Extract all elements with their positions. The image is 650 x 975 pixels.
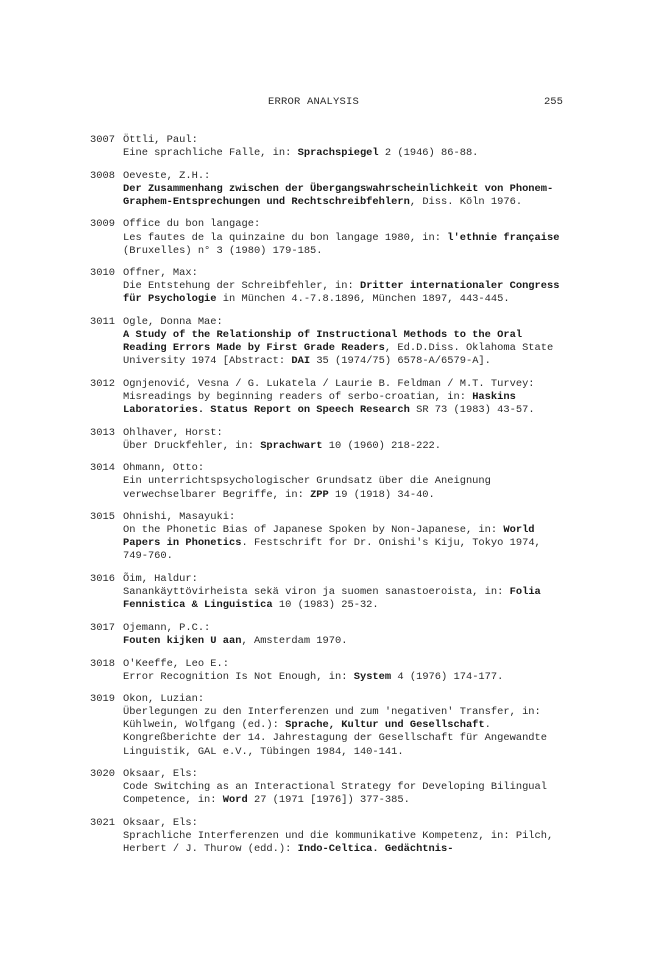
entry-number: 3019: [90, 693, 115, 706]
citation-text: Über Druckfehler, in:: [123, 439, 261, 452]
bibliography-entry: [90, 622, 570, 648]
entry-author: Oksaar, Els:: [123, 768, 198, 781]
entry-citation: [123, 524, 570, 563]
entry-author: Oeveste, Z.H.:: [123, 169, 211, 182]
citation-title-bold: World Papers in Phonetics: [123, 524, 541, 550]
citation-text: . Kongreßberichte der 14. Jahrestagung der Gesellschaft für Angewandte Linguistik, GAL e.V., Tübingen 1984, 140-141.: [123, 719, 554, 758]
bibliography-entry: [90, 378, 570, 417]
citation-title-bold: Sprachwart: [260, 439, 323, 452]
entry-citation: [123, 475, 570, 501]
citation-text: Misreadings by beginning readers of serbo-croatian, in:: [123, 391, 473, 403]
entry-number: 3011: [90, 316, 115, 329]
entry-body: [123, 573, 570, 612]
bibliography-entry: [90, 693, 570, 758]
entry-number: 3018: [90, 657, 115, 670]
citation-title-bold: DAI: [291, 355, 311, 368]
citation-title-bold: Fouten kijken U aan: [123, 634, 242, 647]
entry-author: Ojemann, P.C.:: [123, 621, 211, 634]
citation-text: , Amsterdam 1970.: [241, 634, 348, 647]
citation-text: Sanankäyttövirheista sekä viron ja suomen sanastoeroista, in:: [123, 586, 510, 599]
entry-citation: [123, 147, 570, 160]
running-title: ERROR ANALYSIS: [268, 96, 360, 108]
entry-body: [123, 658, 570, 684]
entry-number: 3010: [90, 267, 115, 280]
citation-text: (Bruxelles) n° 3 (1980) 179-185.: [123, 231, 566, 257]
citation-text: 4 (1976) 174-177.: [391, 670, 504, 683]
bibliography-entry: [90, 316, 570, 368]
entry-number: 3015: [90, 511, 115, 524]
citation-text: 35 (1974/75) 6578-A/6579-A].: [310, 355, 491, 368]
bibliography-entry: [90, 768, 570, 807]
bibliography-entry: [90, 573, 570, 612]
citation-title-bold: A Study of the Relationship of Instructional Methods to the Oral Reading Errors Made by First Grade Readers: [123, 329, 529, 355]
bibliography-entry: [90, 427, 570, 453]
bibliography-entry: [90, 511, 570, 563]
entry-citation: [123, 329, 570, 368]
entry-body: [123, 218, 570, 257]
citation-text: 10 (1983) 25-32.: [272, 599, 379, 612]
bibliography-list: [90, 134, 570, 866]
entry-citation: [123, 391, 570, 417]
entry-citation: [123, 440, 570, 453]
entry-author: Oksaar, Els:: [123, 816, 198, 829]
citation-text: . Festschrift for Dr. Onishi's Kiju, Tokyo 1974, 749-760.: [123, 537, 548, 563]
citation-title-bold: ZPP: [310, 488, 329, 501]
citation-text: 19 (1918) 34-40.: [328, 488, 435, 501]
entry-author: Ohlhaver, Horst:: [123, 426, 223, 439]
citation-title-bold: l'ethnie française: [447, 231, 560, 244]
bibliography-entry: [90, 817, 570, 856]
entry-number: 3012: [90, 377, 115, 390]
entry-body: [123, 134, 570, 160]
entry-body: [123, 170, 570, 209]
entry-number: 3013: [90, 426, 115, 439]
entry-body: [123, 462, 570, 501]
page-number: 255: [544, 96, 563, 108]
entry-body: [123, 511, 570, 563]
citation-text: Les fautes de la quinzaine du bon langage 1980, in:: [123, 231, 448, 244]
entry-number: 3016: [90, 573, 115, 586]
entry-author: Offner, Max:: [123, 267, 198, 280]
entry-citation: [123, 781, 570, 807]
citation-title-bold: Haskins Laboratories. Status Report on Speech Research: [123, 391, 523, 417]
entry-body: [123, 622, 570, 648]
citation-title-bold: Folia Fennistica & Linguistica: [123, 586, 548, 612]
entry-number: 3008: [90, 169, 115, 182]
citation-title-bold: System: [353, 670, 392, 683]
entry-author: Ohmann, Otto:: [123, 462, 205, 475]
citation-text: , Ed.D.Diss. Oklahoma State University 1974 [Abstract:: [123, 342, 560, 368]
entry-body: [123, 267, 570, 306]
citation-text: SR 73 (1983) 43-57.: [409, 404, 535, 417]
entry-author: Õim, Haldur:: [123, 573, 198, 586]
citation-text: Code Switching as an Interactional Strategy for Developing Bilingual Competence, in:: [123, 781, 554, 807]
bibliography-entry: [90, 658, 570, 684]
citation-text: Ein unterrichtspsychologischer Grundsatz über die Aneignung verwechselbarer Begriffe, in:: [123, 475, 498, 501]
entry-author: Okon, Luzian:: [123, 693, 205, 706]
citation-text: 27 (1971 [1976]) 377-385.: [247, 794, 410, 807]
entry-number: 3021: [90, 816, 115, 829]
citation-text: Sprachliche Interferenzen und die kommunikative Kompetenz, in: Pilch, Herbert / J. Thurow (edd.):: [123, 830, 560, 856]
bibliography-entry: [90, 218, 570, 257]
citation-title-bold: Sprachspiegel: [297, 147, 379, 160]
entry-number: 3009: [90, 218, 115, 231]
entry-body: [123, 693, 570, 758]
entry-citation: [123, 232, 570, 258]
entry-author: Ognjenović, Vesna / G. Lukatela / Laurie B. Feldman / M.T. Turvey:: [123, 377, 535, 390]
entry-citation: [123, 671, 570, 684]
entry-number: 3014: [90, 462, 115, 475]
entry-body: [123, 817, 570, 856]
bibliography-entry: [90, 170, 570, 209]
citation-text: , Diss. Köln 1976.: [409, 195, 523, 208]
bibliography-entry: [90, 134, 570, 160]
citation-title-bold: Der Zusammenhang zwischen der Übergangswahrscheinlichkeit von Phonem-Graphem-Entsprechungen und Rechtschreibfehlern: [123, 182, 554, 208]
citation-text: 2 (1946) 86-88.: [378, 147, 479, 160]
citation-title-bold: Sprache, Kultur und Gesellschaft: [285, 719, 485, 732]
bibliography-entry: [90, 267, 570, 306]
entry-number: 3020: [90, 768, 115, 781]
citation-title-bold: Indo-Celtica. Gedächtnis-: [297, 843, 454, 856]
entry-body: [123, 378, 570, 417]
citation-text: Überlegungen zu den Interferenzen und zum 'negativen' Transfer, in: Kühlwein, Wolfgang (ed.):: [123, 706, 548, 732]
entry-author: Ohnishi, Masayuki:: [123, 511, 236, 524]
entry-body: [123, 316, 570, 368]
entry-number: 3007: [90, 134, 115, 146]
entry-citation: [123, 706, 570, 758]
citation-text: Eine sprachliche Falle, in:: [123, 147, 298, 160]
entry-author: Ogle, Donna Mae:: [123, 316, 223, 329]
citation-text: On the Phonetic Bias of Japanese Spoken by Non-Japanese, in:: [123, 524, 504, 537]
bibliography-entry: [90, 462, 570, 501]
entry-citation: [123, 586, 570, 612]
running-header: [0, 96, 650, 110]
citation-text: Error Recognition Is Not Enough, in:: [123, 670, 354, 683]
entry-number: 3017: [90, 621, 115, 634]
entry-citation: [123, 183, 570, 209]
citation-text: 10 (1960) 218-222.: [322, 439, 442, 452]
entry-body: [123, 768, 570, 807]
entry-author: Office du bon langage:: [123, 218, 261, 231]
entry-author: O'Keeffe, Leo E.:: [123, 657, 230, 670]
entry-citation: [123, 830, 570, 856]
citation-text: in München 4.-7.8.1896, München 1897, 443-445.: [216, 293, 510, 306]
entry-author: Öttli, Paul:: [123, 134, 198, 146]
entry-citation: [123, 635, 570, 648]
citation-title-bold: Word: [222, 794, 248, 807]
entry-body: [123, 427, 570, 453]
entry-citation: [123, 280, 570, 306]
citation-text: Die Entstehung der Schreibfehler, in:: [123, 280, 360, 293]
citation-title-bold: Dritter internationaler Congress für Psychologie: [123, 280, 566, 306]
